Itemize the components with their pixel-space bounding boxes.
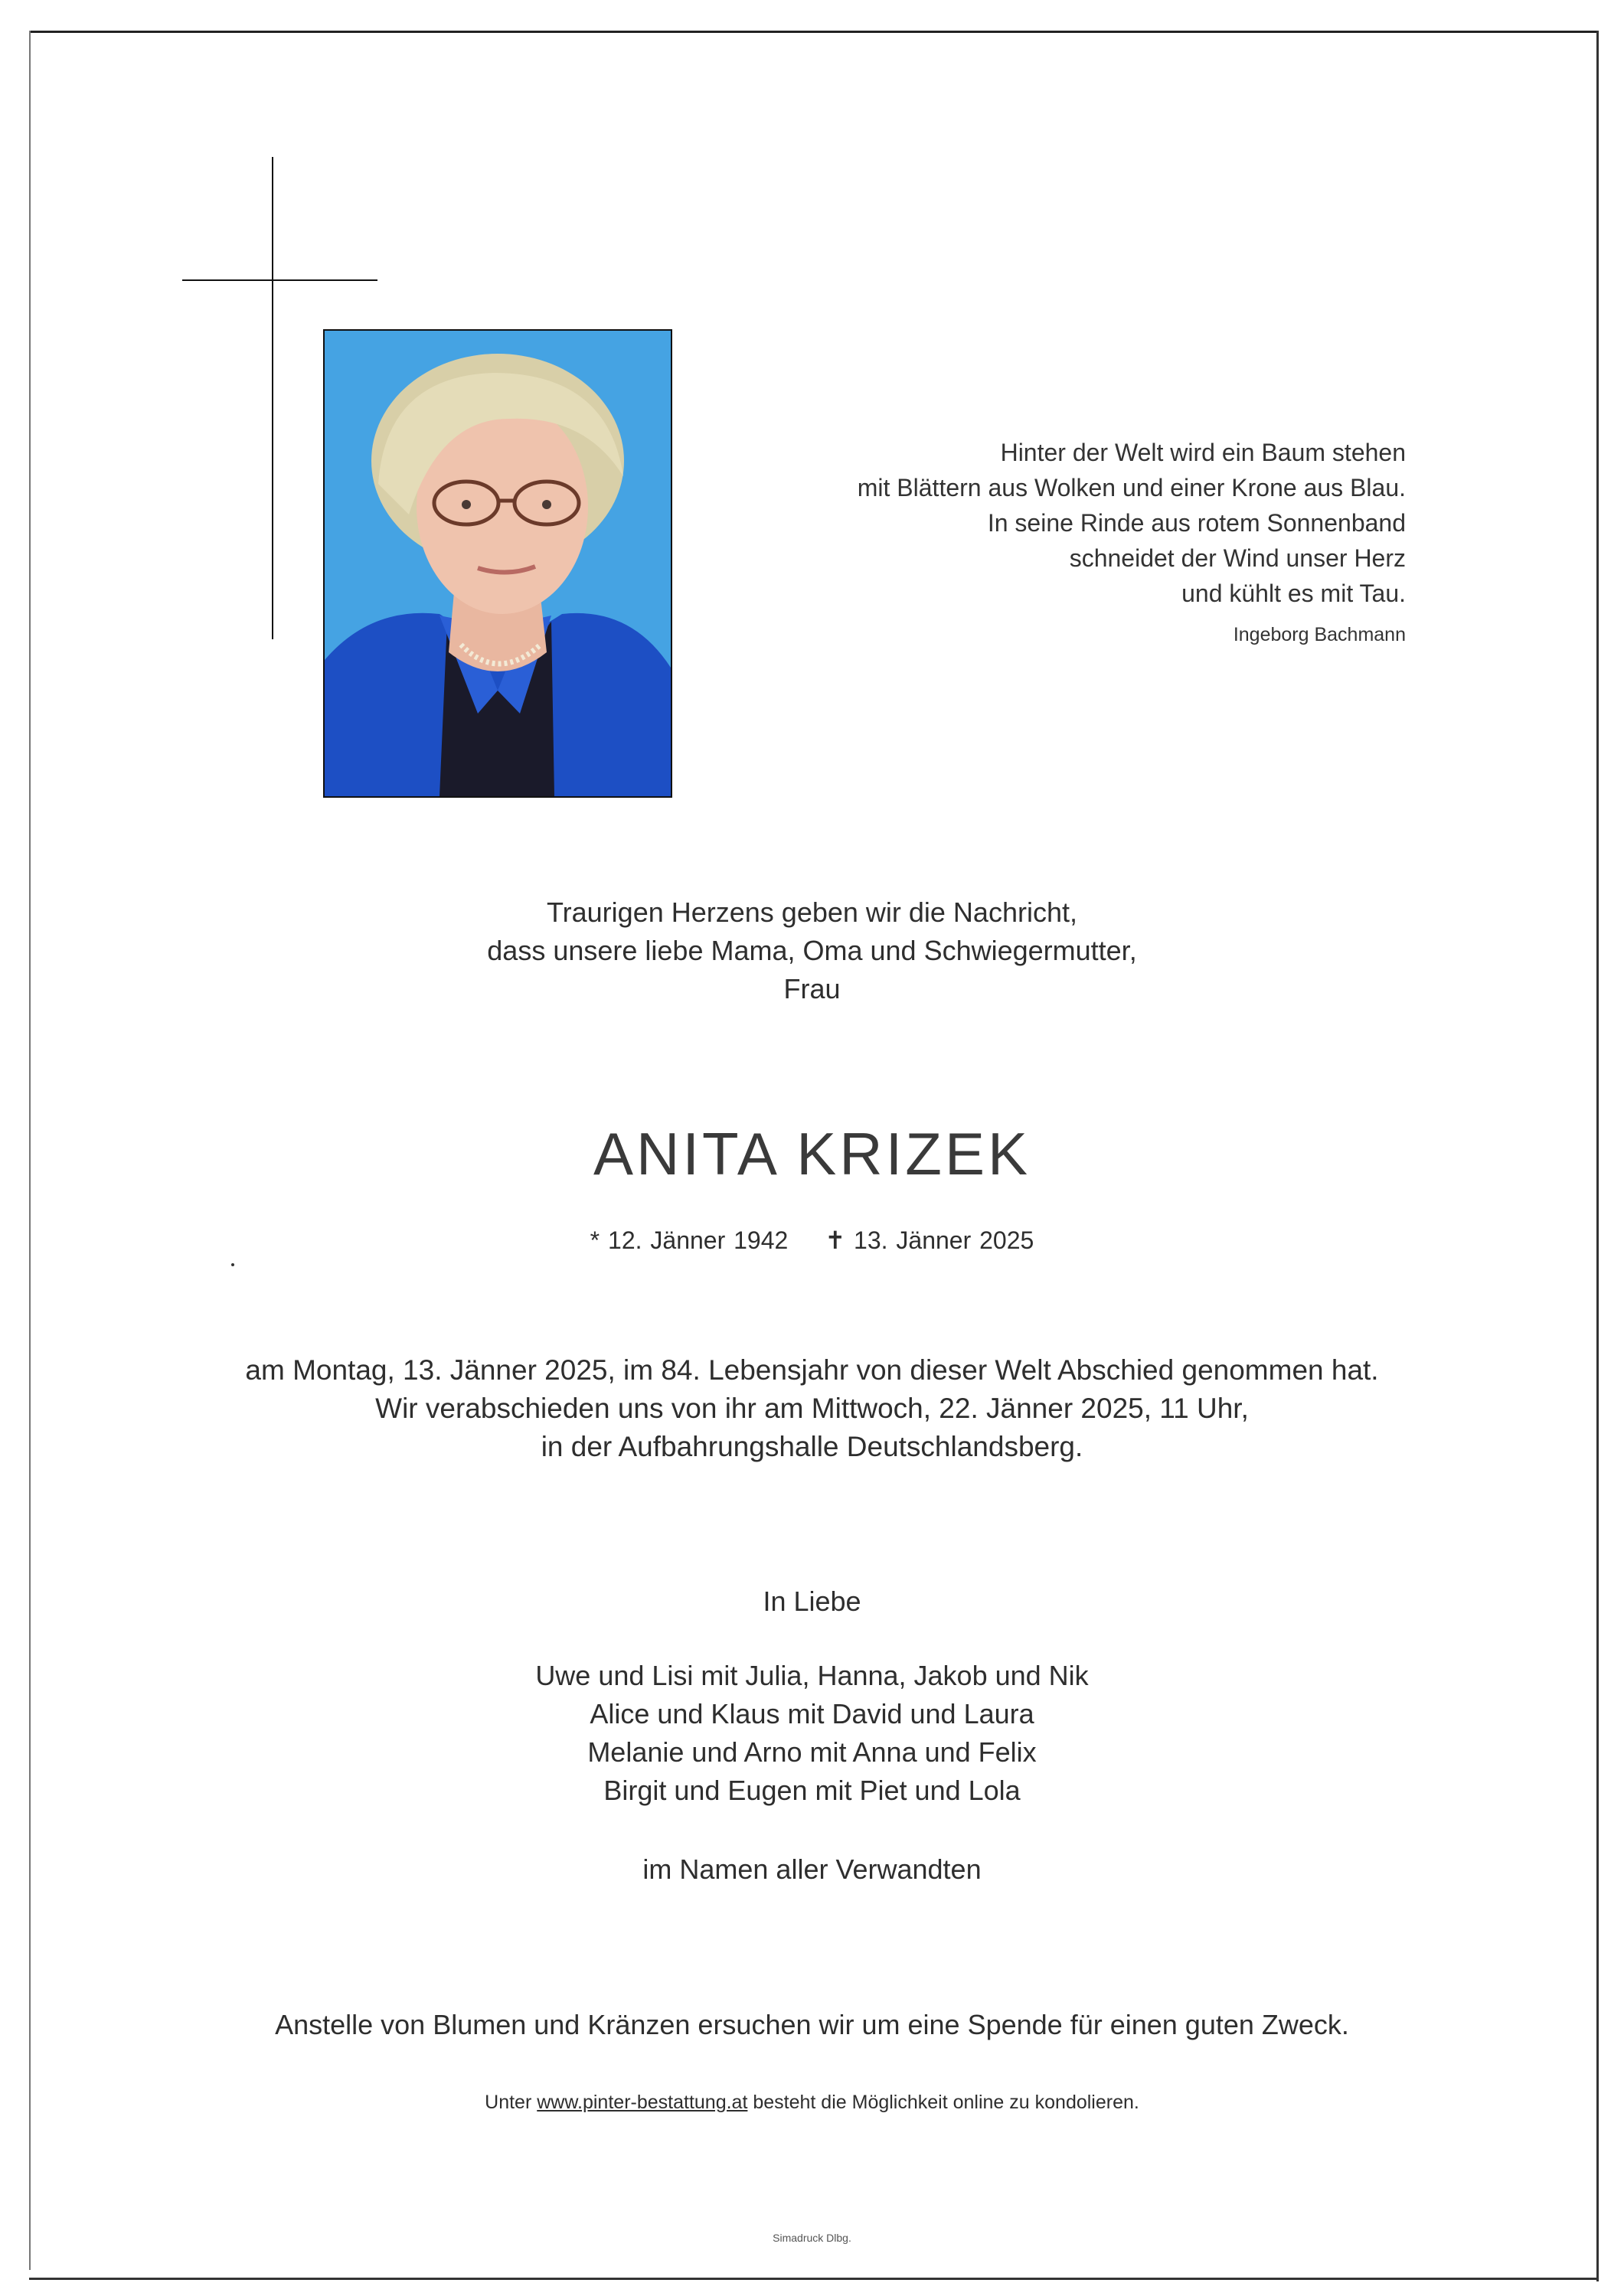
poem-line: und kühlt es mit Tau. [1181,580,1406,607]
poem-author: Ingeborg Bachmann [1233,624,1406,645]
intro-line: Traurigen Herzens geben wir die Nachricht, [547,897,1077,928]
intro-line: Frau [783,973,841,1004]
donation-note: Anstelle von Blumen und Kränzen ersuchen wir um eine Spende für einen guten Zweck. [275,2009,1349,2040]
details-line: in der Aufbahrungshalle Deutschlandsberg. [541,1431,1083,1462]
life-dates [0,1225,1624,1256]
portrait-photo [323,329,672,798]
condolence-link[interactable]: www.pinter-bestattung.at [537,2092,748,2113]
birth-date: * 12. Jänner 1942 [590,1226,789,1254]
frame-border-bottom [29,2278,1599,2280]
printer-imprint: Simadruck Dlbg. [773,2232,851,2244]
poem-line: mit Blättern aus Wolken und einer Krone aus Blau. [857,474,1406,501]
intro-text [0,893,1624,1008]
family-line: Melanie und Arno mit Anna und Felix [587,1736,1037,1768]
deceased-name: ANITA KRIZEK [593,1120,1031,1187]
cross-vertical-bar [272,157,273,639]
family-list [0,1657,1624,1810]
poem-line: In seine Rinde aus rotem Sonnenband [987,509,1406,537]
in-love-label: In Liebe [763,1586,861,1617]
cross-horizontal-bar [182,279,377,281]
death-date: ✝ 13. Jänner 2025 [825,1226,1034,1254]
intro-line: dass unsere liebe Mama, Oma und Schwiegermutter, [487,935,1137,966]
poem-line: Hinter der Welt wird ein Baum stehen [1000,439,1406,466]
scan-speck [231,1263,234,1266]
poem [858,435,1406,611]
condolence-prefix: Unter [485,2092,532,2113]
details-line: am Montag, 13. Jänner 2025, im 84. Lebensjahr von dieser Welt Abschied genommen hat. [245,1354,1379,1386]
family-line: Birgit und Eugen mit Piet und Lola [603,1775,1021,1806]
details-line: Wir verabschieden uns von ihr am Mittwoch, 22. Jänner 2025, 11 Uhr, [375,1393,1249,1424]
condolence-note [0,2089,1624,2116]
family-line: Uwe und Lisi mit Julia, Hanna, Jakob und Nik [535,1660,1089,1691]
frame-border-top [29,31,1599,33]
funeral-details [0,1351,1624,1466]
poem-line: schneidet der Wind unser Herz [1069,544,1406,572]
relatives-note: im Namen aller Verwandten [642,1853,982,1885]
family-line: Alice und Klaus mit David und Laura [590,1698,1034,1729]
portrait-icon [325,331,671,796]
condolence-suffix: besteht die Möglichkeit online zu kondolieren. [753,2092,1139,2113]
